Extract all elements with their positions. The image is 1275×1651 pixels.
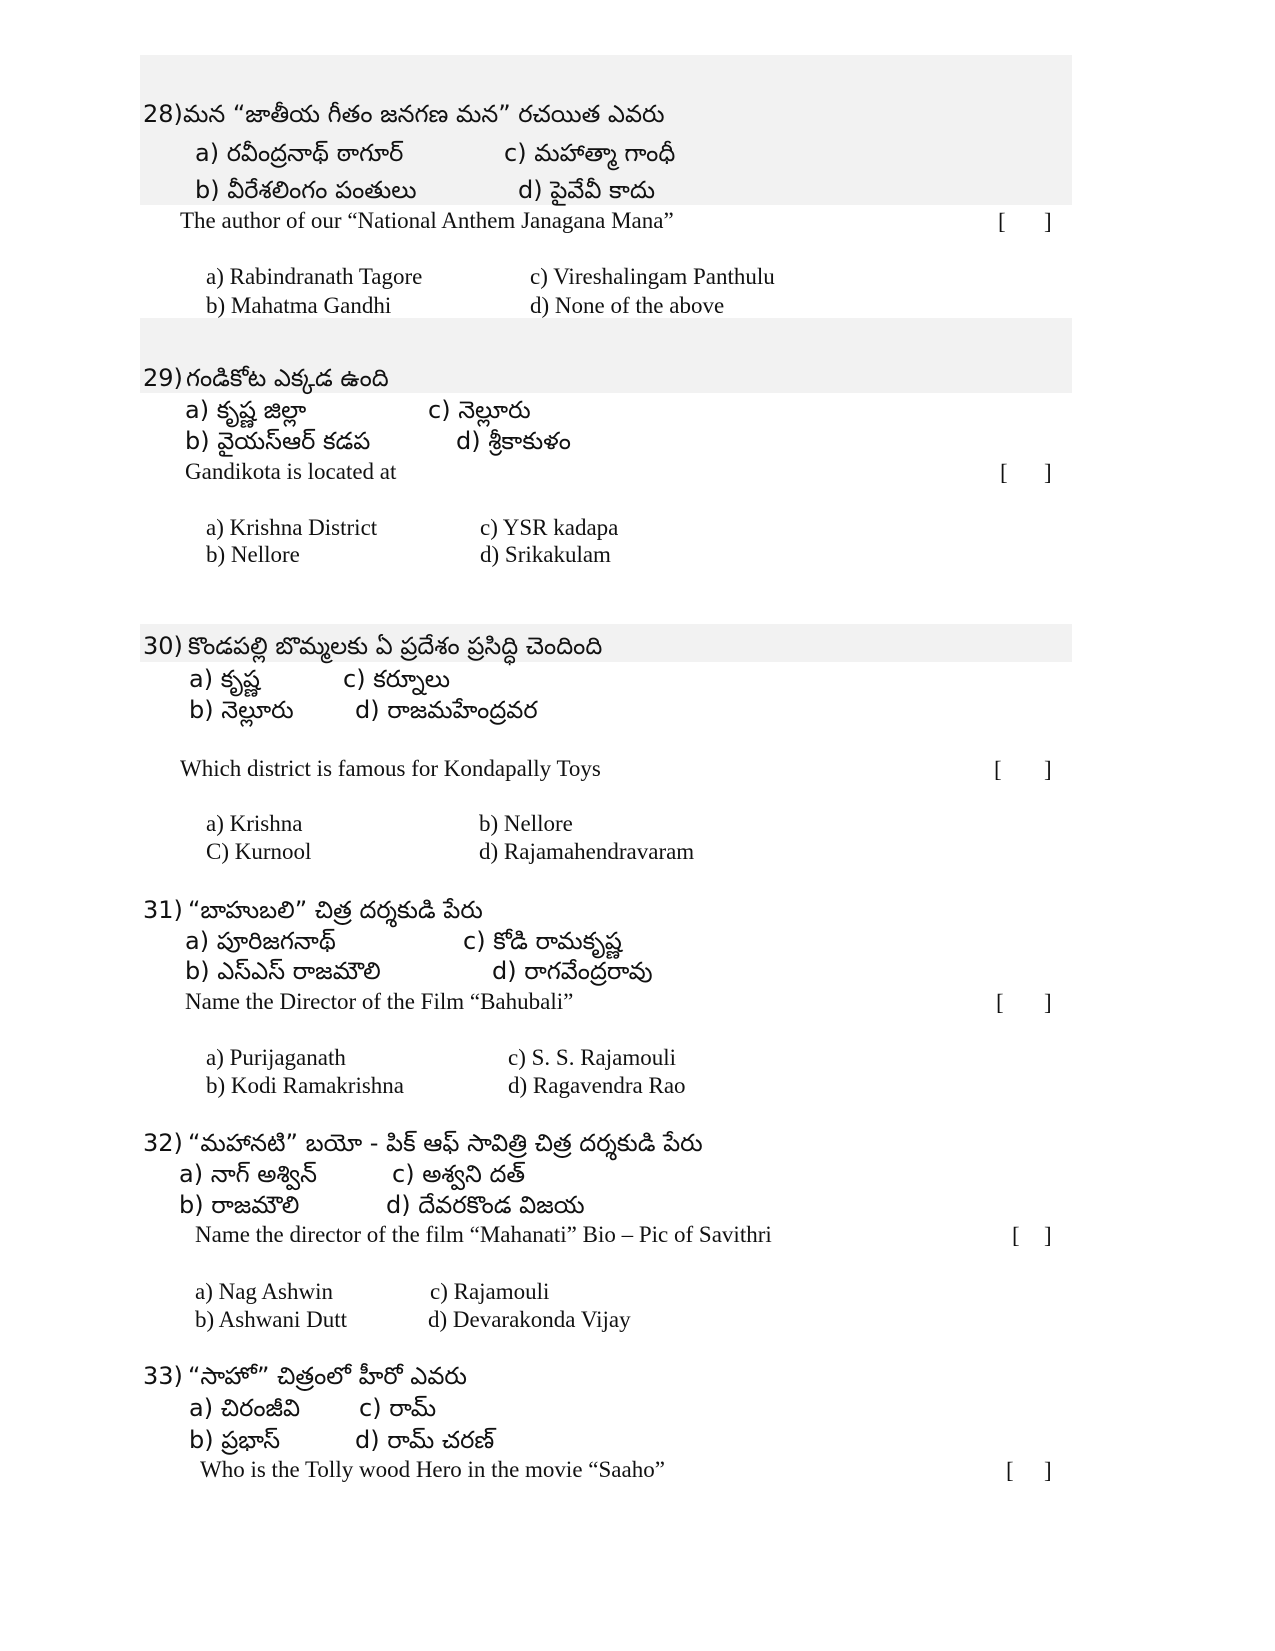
english-option-d: d) None of the above	[530, 293, 725, 318]
english-question: Name the director of the film “Mahanati” Bio – Pic of Savithri	[195, 1222, 772, 1247]
telugu-option-b: b) వైయస్ఆర్ కడప	[185, 427, 371, 455]
telugu-question: కొండపల్లి బొమ్మలకు ఏ ప్రదేశం ప్రసిద్ధి చెందింది	[188, 632, 603, 660]
english-option-c: c) YSR kadapa	[480, 515, 619, 540]
english-question: Who is the Tolly wood Hero in the movie “Saaho”	[200, 1457, 665, 1482]
english-option-c: c) Rajamouli	[430, 1279, 550, 1304]
english-option-c: c) Vireshalingam Panthulu	[530, 264, 775, 289]
telugu-option-a: a) పూరిజగనాథ్	[185, 927, 336, 955]
english-option-c: c) S. S. Rajamouli	[508, 1045, 677, 1070]
telugu-question: గండికోట ఎక్కడ ఉంది	[186, 364, 389, 392]
english-option-d: d) Srikakulam	[480, 542, 611, 567]
telugu-option-c: c) కోడి రామకృష్ణ	[463, 927, 622, 955]
telugu-question: “మహానటి” బయో - పిక్ ఆఫ్ సావిత్రి చిత్ర దర్శకుడి పేరు	[188, 1129, 703, 1157]
telugu-option-c: c) రామ్	[359, 1394, 437, 1422]
telugu-option-c: c) నెల్లూరు	[428, 396, 531, 424]
telugu-option-c: c) మహాత్మా గాంధీ	[504, 139, 676, 167]
english-question: Which district is famous for Kondapally Toys	[180, 756, 601, 781]
telugu-option-a: a) కృష్ణ	[189, 665, 260, 693]
answer-box[interactable]: [ ]	[1012, 1223, 1052, 1248]
english-question: Gandikota is located at	[185, 459, 397, 484]
telugu-question: “బాహుబలి” చిత్ర దర్శకుడి పేరు	[188, 896, 483, 924]
telugu-question: “సాహో” చిత్రంలో హీరో ఎవరు	[188, 1362, 467, 1390]
english-option-d: d) Ragavendra Rao	[508, 1073, 686, 1098]
telugu-option-c: c) అశ్వని దత్	[392, 1160, 526, 1188]
question-number: 30)	[143, 632, 183, 660]
answer-box[interactable]: [ ]	[998, 209, 1052, 234]
telugu-option-d: d) శ్రీకాకుళం	[456, 427, 571, 455]
telugu-option-a: a) రవీంద్రనాథ్ ఠాగూర్	[195, 139, 404, 167]
telugu-option-d: d) దేవరకొండ విజయ	[386, 1191, 585, 1219]
telugu-option-b: b) ఎస్ఎస్ రాజమౌలి	[185, 957, 381, 985]
telugu-option-b: b) వీరేశలింగం పంతులు	[195, 176, 417, 204]
answer-box[interactable]: [ ]	[996, 990, 1052, 1015]
english-option-c: C) Kurnool	[206, 839, 312, 864]
telugu-option-d: d) రాగవేంద్రరావు	[492, 957, 653, 985]
question-number: 31)	[143, 896, 183, 924]
telugu-option-a: a) నాగ్ అశ్విన్	[179, 1160, 318, 1188]
telugu-option-d: d) రాజమహేంద్రవర	[355, 696, 538, 724]
telugu-option-d: d) రామ్ చరణ్	[355, 1426, 495, 1454]
question-number: 33)	[143, 1362, 183, 1390]
telugu-option-b: b) ప్రభాస్	[189, 1426, 281, 1454]
english-option-d: d) Rajamahendravaram	[479, 839, 695, 864]
answer-box[interactable]: [ ]	[1006, 1458, 1052, 1483]
telugu-option-a: a) చిరంజీవి	[189, 1394, 301, 1422]
telugu-option-c: c) కర్నూలు	[343, 665, 451, 693]
english-question: Name the Director of the Film “Bahubali”	[185, 989, 574, 1014]
english-option-a: a) Rabindranath Tagore	[206, 264, 423, 289]
question-number: 28)	[143, 100, 183, 128]
english-question: The author of our “National Anthem Janagana Mana”	[180, 208, 674, 233]
answer-box[interactable]: [ ]	[1000, 460, 1052, 485]
question-number: 32)	[143, 1129, 183, 1157]
telugu-option-d: d) పైవేవీ కాదు	[518, 176, 656, 204]
answer-box[interactable]: [ ]	[994, 757, 1052, 782]
english-option-a: a) Krishna	[206, 811, 303, 836]
english-option-b: b) Nellore	[206, 542, 300, 567]
english-option-b: b) Mahatma Gandhi	[206, 293, 392, 318]
question-number: 29)	[143, 364, 183, 392]
english-option-b: b) Kodi Ramakrishna	[206, 1073, 405, 1098]
english-option-b: b) Ashwani Dutt	[195, 1307, 348, 1332]
english-option-b: b) Nellore	[479, 811, 573, 836]
english-option-a: a) Krishna District	[206, 515, 378, 540]
telugu-option-a: a) కృష్ణ జిల్లా	[185, 396, 307, 424]
telugu-option-b: b) రాజమౌలి	[179, 1191, 300, 1219]
telugu-option-b: b) నెల్లూరు	[189, 696, 294, 724]
telugu-question: మన “జాతీయ గీతం జనగణ మన” రచయిత ఎవరు	[183, 100, 665, 128]
english-option-d: d) Devarakonda Vijay	[428, 1307, 631, 1332]
english-option-a: a) Purijaganath	[206, 1045, 346, 1070]
english-option-a: a) Nag Ashwin	[195, 1279, 333, 1304]
